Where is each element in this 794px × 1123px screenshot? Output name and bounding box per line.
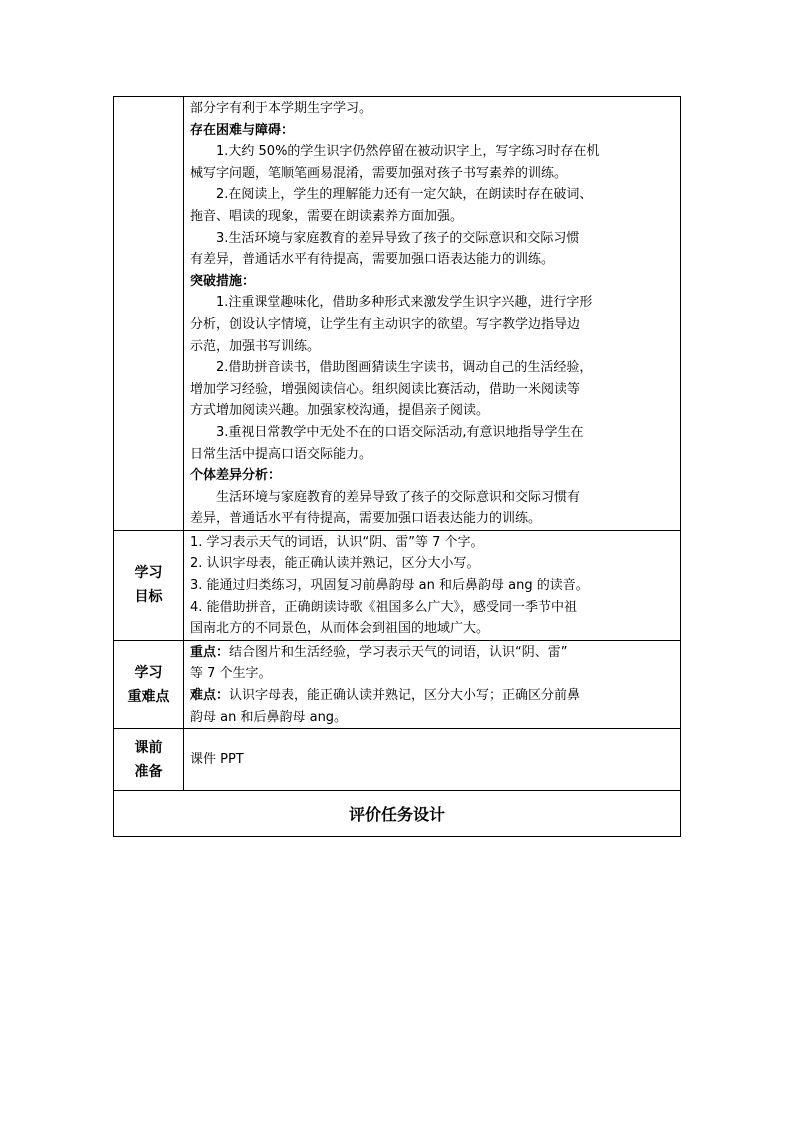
individual-line-1: 生活环境与家庭教育的差异导致了孩子的交际意识和交际习惯有 <box>216 489 581 505</box>
objectives-label <box>114 530 184 640</box>
measure-2-line-2: 增加学习经验，增强阅读信心。组织阅读比赛活动，借助一米阅读等 <box>190 381 581 397</box>
key-points-label-line-1: 学习 <box>134 664 163 681</box>
preparation-label <box>114 729 184 791</box>
measure-1-line-1: 1.注重课堂趣味化，借助多种形式来激发学生识字兴趣，进行字形 <box>216 295 593 311</box>
measure-1-line-2: 分析，创设认字情境，让学生有主动识字的欲望。写字教学边指导边 <box>190 316 581 332</box>
measure-3-line-2: 日常生活中提高口语交际能力。 <box>190 446 373 462</box>
individual-line-2: 差异，普通话水平有待提高，需要加强口语表达能力的训练。 <box>190 511 542 527</box>
objectives-row <box>114 530 681 640</box>
objective-line-3: 3. 能通过归类练习，巩固复习前鼻韵母 an 和后鼻韵母 ang 的读音。 <box>190 578 589 594</box>
measure-1-line-3: 示范，加强书写训练。 <box>190 338 321 354</box>
diff-line-2: 韵母 an 和后鼻韵母 ang。 <box>190 709 348 725</box>
objective-line-1: 1. 学习表示天气的词语，认识“阴、雷”等 7 个字。 <box>190 534 484 550</box>
preparation-row <box>114 729 681 791</box>
preparation-label-line-1: 课前 <box>134 739 163 756</box>
diff-line-1 <box>190 685 674 707</box>
objective-line-2: 2. 认识字母表，能正确认读并熟记，区分大小写。 <box>190 556 480 572</box>
difficulty-1-line-1: 1.大约 50%的学生识字仍然停留在被动识字上，写字练习时存在机 <box>216 144 600 160</box>
key-points-label <box>114 640 184 728</box>
analysis-label-cell <box>114 97 184 531</box>
diff-heading: 难点： <box>190 688 230 704</box>
difficulty-2-line-1: 2.在阅读上，学生的理解能力还有一定欠缺，在朗读时存在破词、 <box>216 187 593 203</box>
lesson-plan-table <box>113 96 681 837</box>
objectives-label-line-2: 目标 <box>134 589 163 606</box>
measure-2-line-1: 2.借助拼音读书，借助图画猜读生字读书，调动自己的生活经验， <box>216 360 593 376</box>
analysis-row <box>114 97 681 531</box>
key-points-row <box>114 640 681 728</box>
preparation-content-cell <box>184 729 681 791</box>
objectives-label-line-1: 学习 <box>134 565 163 582</box>
individual-heading: 个体差异分析： <box>190 468 282 484</box>
difficulty-1-line-2: 械写字问题，笔顺笔画易混淆，需要加强对孩子书写素养的训练。 <box>190 165 568 181</box>
difficulties-heading: 存在困难与障碍： <box>190 122 295 138</box>
difficulty-2-line-2: 拖音、唱读的现象，需要在朗读素养方面加强。 <box>190 208 464 224</box>
evaluation-task-title: 评价任务设计 <box>114 791 681 837</box>
objective-line-4: 4. 能借助拼音，正确朗读诗歌《祖国多么广大》，感受同一季节中祖 <box>190 599 578 615</box>
objective-line-5: 国南北方的不同景色，从而体会到祖国的地域广大。 <box>190 621 490 637</box>
objectives-content-cell <box>184 530 681 640</box>
preparation-label-line-2: 准备 <box>134 763 163 780</box>
measures-heading: 突破措施： <box>190 273 256 289</box>
measure-2-line-3: 方式增加阅读兴趣。加强家校沟通，提倡亲子阅读。 <box>190 403 490 419</box>
key-line-2: 等 7 个生字。 <box>190 666 272 682</box>
key-text-1: 结合图片和生活经验，学习表示天气的词语，认识“阴、雷” <box>229 644 568 660</box>
key-points-content-cell <box>184 640 681 728</box>
difficulty-3-line-2: 有差异，普通话水平有待提高，需要加强口语表达能力的训练。 <box>190 252 555 268</box>
key-heading: 重点： <box>190 644 230 660</box>
analysis-content-cell <box>184 97 681 531</box>
key-points-label-line-2: 重难点 <box>127 688 170 705</box>
diff-text-1: 认识字母表，能正确认读并熟记，区分大小写；正确区分前鼻 <box>229 688 581 704</box>
measure-3-line-1: 3.重视日常教学中无处不在的口语交际活动,有意识地指导学生在 <box>216 424 584 440</box>
intro-line: 部分字有利于本学期生字学习。 <box>190 101 373 116</box>
preparation-value: 课件 PPT <box>190 752 244 768</box>
footer-row <box>114 791 681 837</box>
difficulty-3-line-1: 3.生活环境与家庭教育的差异导致了孩子的交际意识和交际习惯 <box>216 230 580 246</box>
key-line-1 <box>190 642 674 664</box>
